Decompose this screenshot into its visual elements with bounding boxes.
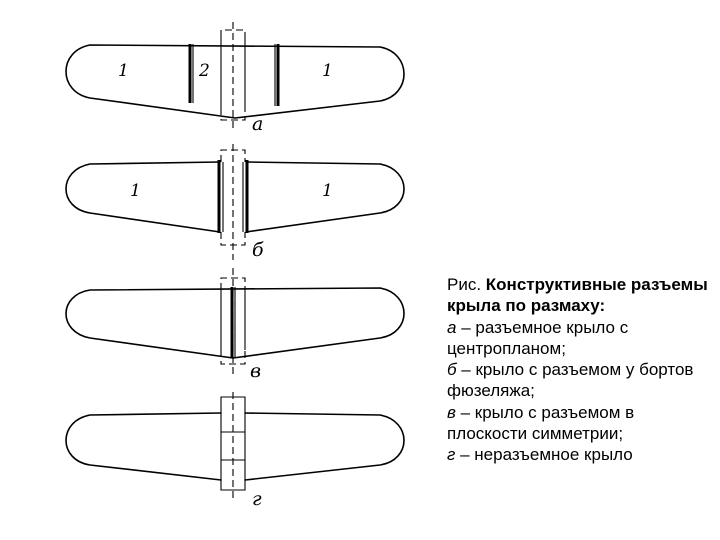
caption-item <box>447 402 709 445</box>
wing-variant-b <box>66 144 404 261</box>
caption-item-text: – разъемное крыло с центропланом; <box>447 317 629 358</box>
wing-outline-left <box>66 413 221 480</box>
wing-variant-g <box>66 392 404 510</box>
variant-letter: в <box>250 360 262 382</box>
caption-item-letter: б <box>447 360 457 380</box>
fuselage-contour <box>221 150 245 245</box>
caption-item <box>447 359 709 402</box>
caption-title-line <box>447 274 709 317</box>
caption-item-text: – крыло с разъемом у бортов фюзеляжа; <box>447 360 694 401</box>
variant-letter: г <box>252 488 262 510</box>
section-label: 2 <box>199 61 210 81</box>
fuselage-contour <box>221 397 245 490</box>
wing-outline-right <box>245 413 404 480</box>
figure-caption <box>447 274 709 466</box>
caption-item <box>447 444 709 465</box>
caption-item-letter: в <box>447 402 456 422</box>
wing-variant-v <box>66 268 404 382</box>
caption-title: Конструктивные разъемы крыла по размаху: <box>447 275 708 316</box>
caption-item <box>447 317 709 360</box>
caption-item-letter: а <box>447 317 457 337</box>
variant-letter: б <box>252 239 264 261</box>
wing-variant-a <box>66 22 404 135</box>
variant-letter: а <box>252 113 264 135</box>
section-label: 1 <box>130 181 141 201</box>
section-label: 1 <box>322 181 333 201</box>
section-label: 1 <box>322 61 333 81</box>
wing-outline <box>66 45 404 118</box>
fuselage-contour <box>221 30 245 120</box>
wing-outline-left <box>66 162 220 232</box>
section-label: 1 <box>118 61 129 81</box>
caption-item-text: – неразъемное крыло <box>455 445 633 465</box>
caption-item-letter: г <box>447 445 456 465</box>
caption-item-text: – крыло с разъемом в плоскости симметрии; <box>447 402 635 444</box>
caption-prefix: Рис. <box>447 275 482 294</box>
